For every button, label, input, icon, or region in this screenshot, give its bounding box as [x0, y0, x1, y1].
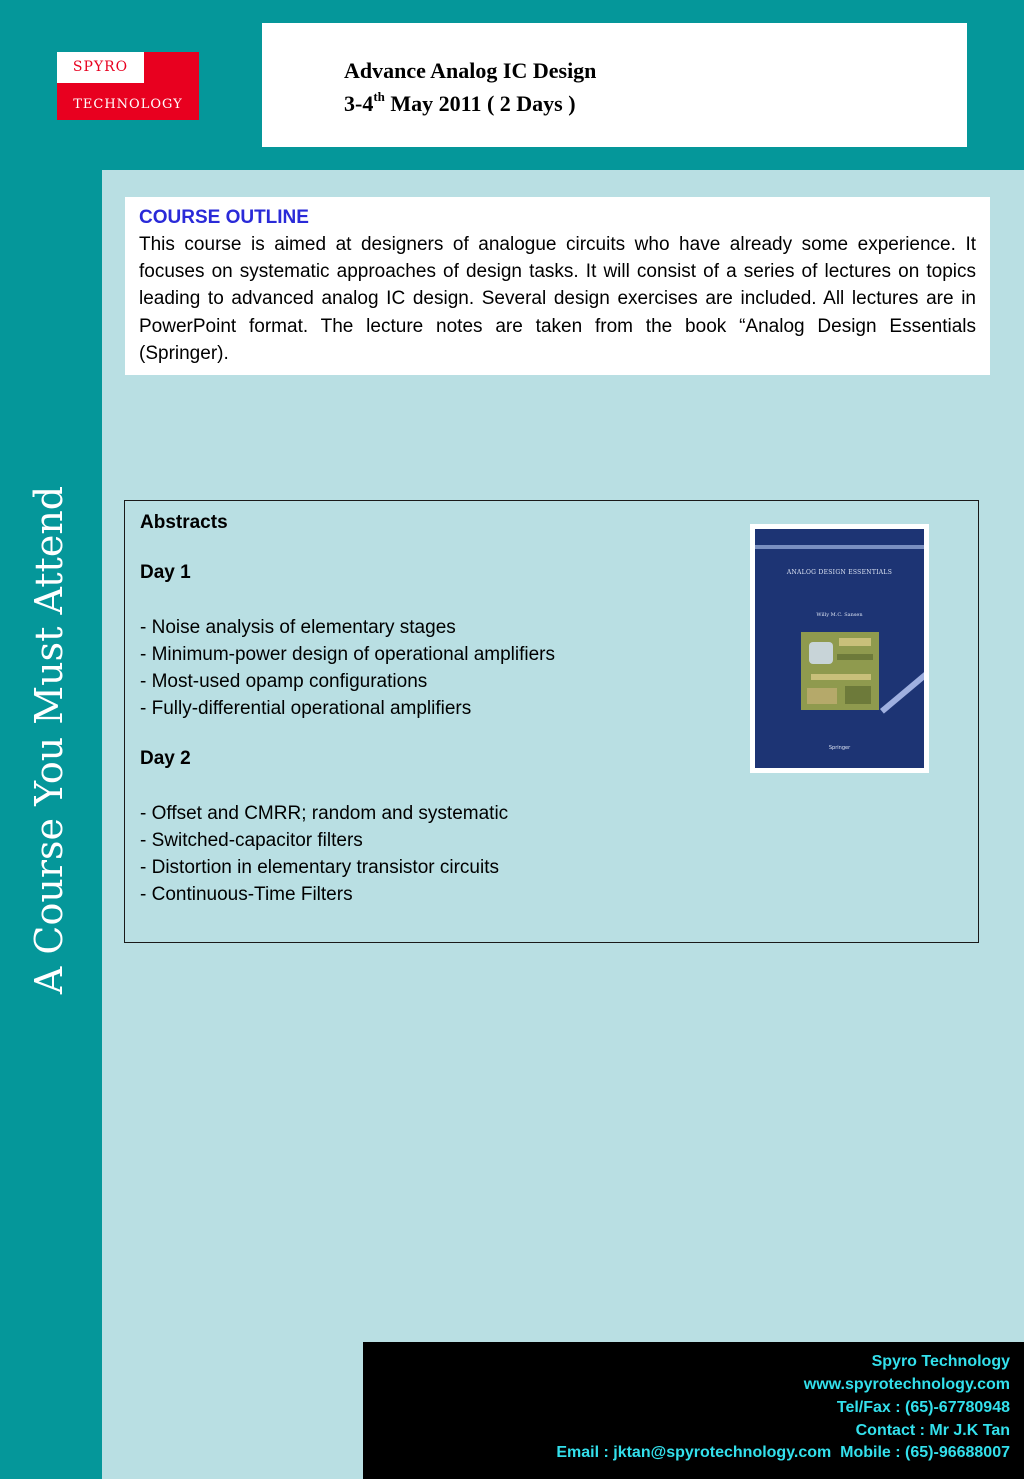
book-publisher: Springer [828, 745, 851, 751]
course-date [344, 91, 576, 117]
course-title-box [262, 23, 967, 147]
course-title: Advance Analog IC Design [344, 58, 597, 83]
footer-telfax: Tel/Fax : (65)-67780948 [836, 1399, 1010, 1416]
date-prefix: 3-4 [344, 91, 374, 116]
logo-line-2: TECHNOLOGY [73, 97, 183, 112]
chip-layout-illustration [801, 632, 879, 710]
footer-contact: Contact : Mr J.K Tan [855, 1422, 1010, 1439]
footer-company: Spyro Technology [871, 1353, 1010, 1370]
book-title: ANALOG DESIGN ESSENTIALS [786, 569, 893, 576]
book-author: Willy M.C. Sansen [816, 612, 863, 618]
footer-website[interactable]: www.spyrotechnology.com [803, 1376, 1010, 1393]
day-2-item: - Continuous-Time Filters [140, 884, 353, 905]
chip-block [811, 674, 871, 680]
day-2-item: - Offset and CMRR; random and systematic [140, 803, 509, 824]
date-suffix: May 2011 ( 2 Days ) [384, 91, 576, 116]
course-outline-box [125, 197, 990, 375]
chip-block [837, 654, 873, 660]
book-cover [755, 529, 924, 768]
course-outline-heading: COURSE OUTLINE [139, 207, 309, 228]
book-cover-image [750, 524, 929, 773]
abstracts-heading: Abstracts [140, 512, 228, 533]
side-banner-text: A Course You Must Attend [27, 485, 71, 995]
book-corner-stripe [880, 651, 924, 713]
footer-email-mobile[interactable]: Email : jktan@spyrotechnology.com Mobile : (65)-96688007 [556, 1444, 1010, 1461]
chip-block [807, 688, 837, 704]
date-superscript: th [373, 89, 385, 104]
day-1-item: - Minimum-power design of operational amplifiers [140, 644, 556, 665]
day-2-label: Day 2 [140, 748, 191, 769]
company-logo [57, 52, 199, 120]
chip-block [845, 686, 871, 704]
day-1-item: - Noise analysis of elementary stages [140, 617, 456, 638]
day-2-item: - Switched-capacitor filters [140, 830, 363, 851]
contact-footer [363, 1342, 1024, 1479]
day-1-item: - Most-used opamp configurations [140, 671, 428, 692]
chip-block [809, 642, 833, 664]
day-2-item: - Distortion in elementary transistor circuits [140, 857, 499, 878]
day-1-item: - Fully-differential operational amplifiers [140, 698, 472, 719]
logo-line-1: SPYRO [57, 52, 144, 83]
chip-block [839, 638, 871, 646]
course-outline-text: This course is aimed at designers of analogue circuits who have already some experience. It focuses on systematic approaches of design tasks. It will consist of a series of lectures on topics leading to advanced analog IC design. Several design exercises are included. All lectures are in PowerPoint format. The lecture notes are taken from the book “Analog Design Essentials (Springer). [139, 234, 976, 364]
book-top-band [755, 545, 924, 549]
day-1-label: Day 1 [140, 562, 191, 583]
